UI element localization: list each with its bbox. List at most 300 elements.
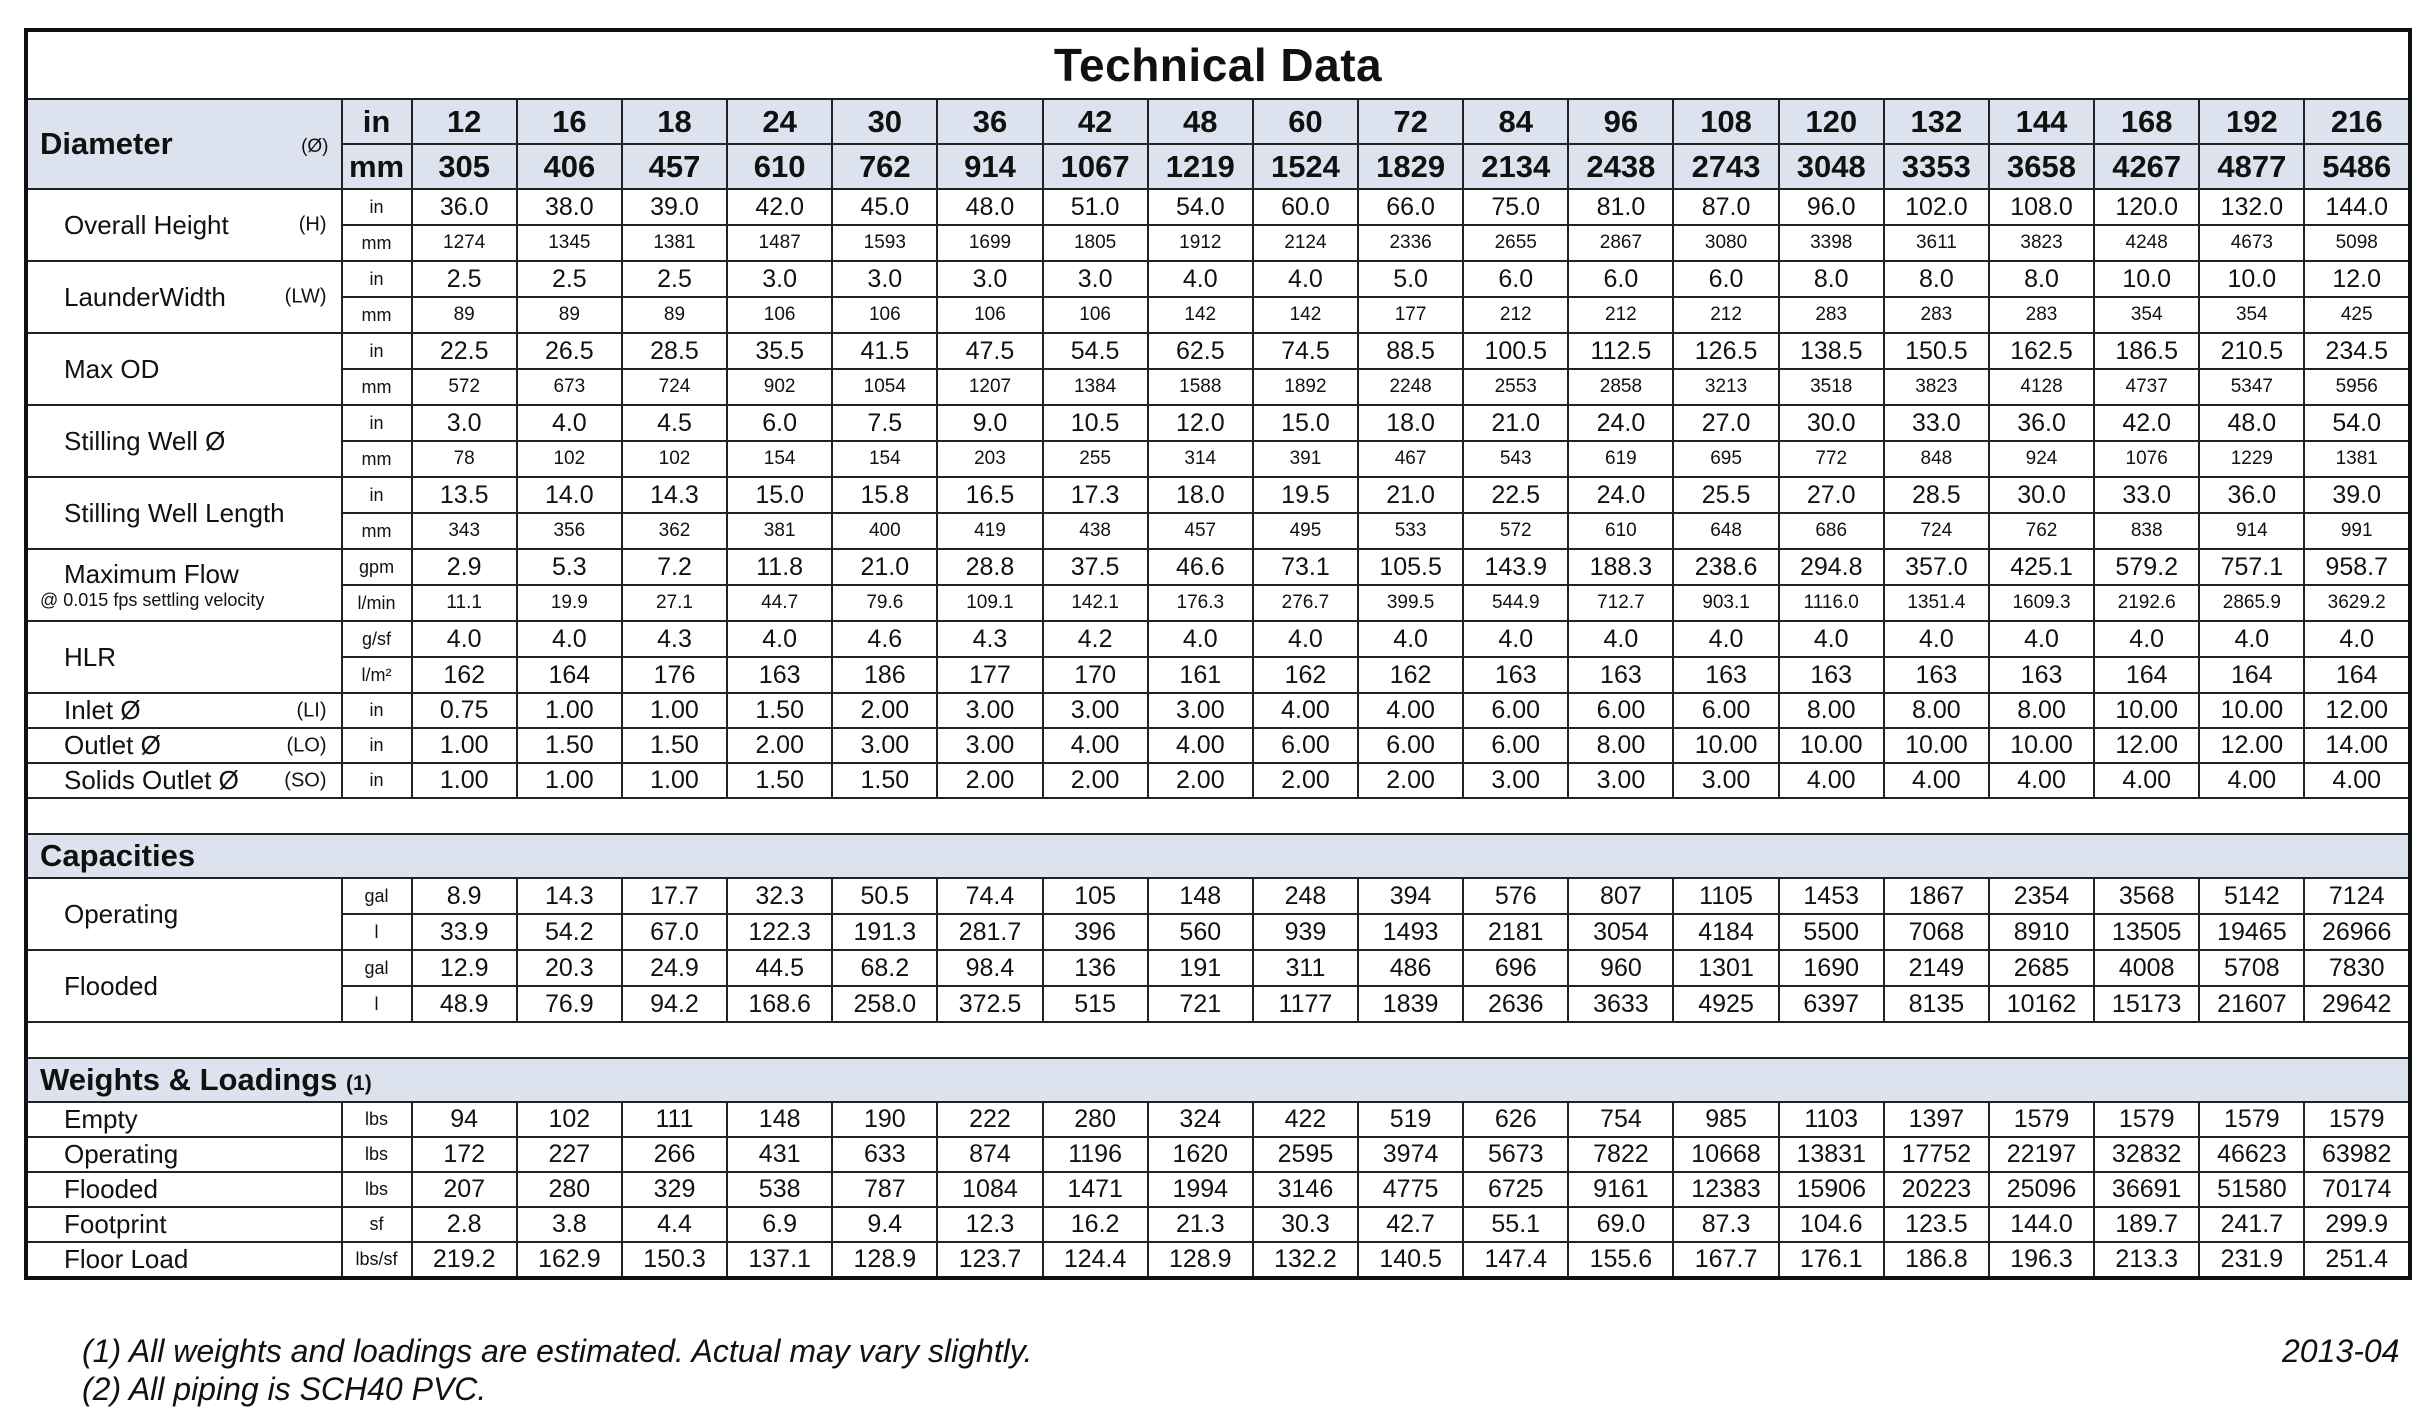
value-cell: 79.6 <box>832 585 937 621</box>
value-cell: 191.3 <box>832 914 937 950</box>
value-cell: 222 <box>937 1102 1042 1137</box>
value-cell: 354 <box>2094 297 2199 333</box>
unit-cell: in <box>342 261 412 297</box>
value-cell: 4.3 <box>622 621 727 657</box>
value-cell: 213.3 <box>2094 1242 2199 1278</box>
value-cell: 16.2 <box>1043 1207 1148 1242</box>
value-cell: 29642 <box>2304 986 2410 1022</box>
value-cell: 1084 <box>937 1172 1042 1207</box>
value-cell: 1579 <box>2199 1102 2304 1137</box>
value-cell: 422 <box>1253 1102 1358 1137</box>
value-cell: 3.00 <box>832 728 937 763</box>
value-cell: 3611 <box>1884 225 1989 261</box>
value-cell: 283 <box>1884 297 1989 333</box>
value-cell: 5347 <box>2199 369 2304 405</box>
value-cell: 167.7 <box>1673 1242 1778 1278</box>
value-cell: 54.2 <box>517 914 622 950</box>
value-cell: 46623 <box>2199 1137 2304 1172</box>
value-cell: 219.2 <box>412 1242 517 1278</box>
value-cell: 162 <box>1253 657 1358 693</box>
row-header <box>26 1102 342 1137</box>
value-cell: 18.0 <box>1148 477 1253 513</box>
table-row <box>26 1102 2410 1137</box>
value-cell: 874 <box>937 1137 1042 1172</box>
unit-cell: lbs <box>342 1102 412 1137</box>
value-cell: 164 <box>2304 657 2410 693</box>
value-cell: 164 <box>2094 657 2199 693</box>
value-cell: 98.4 <box>937 950 1042 986</box>
value-cell: 902 <box>727 369 832 405</box>
row-label: HLR <box>64 641 117 672</box>
value-cell: 724 <box>1884 513 1989 549</box>
value-cell: 70174 <box>2304 1172 2410 1207</box>
value-cell: 42.7 <box>1358 1207 1463 1242</box>
value-cell: 1.00 <box>517 693 622 728</box>
value-cell: 1274 <box>412 225 517 261</box>
unit-cell: gal <box>342 950 412 986</box>
value-cell: 177 <box>1358 297 1463 333</box>
diameter-mm-value: 5486 <box>2304 144 2410 189</box>
value-cell: 50.5 <box>832 878 937 914</box>
value-cell: 234.5 <box>2304 333 2410 369</box>
value-cell: 17752 <box>1884 1137 1989 1172</box>
value-cell: 19.5 <box>1253 477 1358 513</box>
value-cell: 4.00 <box>2199 763 2304 798</box>
value-cell: 21.3 <box>1148 1207 1253 1242</box>
value-cell: 3.8 <box>517 1207 622 1242</box>
unit-cell: l/m² <box>342 657 412 693</box>
value-cell: 4.0 <box>1884 621 1989 657</box>
value-cell: 14.00 <box>2304 728 2410 763</box>
section-note: (1) <box>346 1072 372 1095</box>
diameter-mm-value: 1829 <box>1358 144 1463 189</box>
value-cell: 3054 <box>1568 914 1673 950</box>
value-cell: 626 <box>1463 1102 1568 1137</box>
value-cell: 1579 <box>2094 1102 2199 1137</box>
value-cell: 74.5 <box>1253 333 1358 369</box>
row-sublabel: @ 0.015 fps settling velocity <box>40 590 265 610</box>
value-cell: 960 <box>1568 950 1673 986</box>
diameter-in-value: 42 <box>1043 99 1148 144</box>
value-cell: 4.0 <box>1568 621 1673 657</box>
value-cell: 15173 <box>2094 986 2199 1022</box>
value-cell: 7068 <box>1884 914 1989 950</box>
unit-cell: mm <box>342 297 412 333</box>
value-cell: 176 <box>622 657 727 693</box>
value-cell: 128.9 <box>1148 1242 1253 1278</box>
value-cell: 576 <box>1463 878 1568 914</box>
table-row <box>26 189 2410 225</box>
row-label: Overall Height <box>64 209 229 240</box>
value-cell: 2248 <box>1358 369 1463 405</box>
value-cell: 142 <box>1253 297 1358 333</box>
value-cell: 2124 <box>1253 225 1358 261</box>
value-cell: 8.0 <box>1779 261 1884 297</box>
value-cell: 19465 <box>2199 914 2304 950</box>
row-label: Inlet Ø <box>64 695 141 725</box>
value-cell: 2.5 <box>622 261 727 297</box>
value-cell: 5.3 <box>517 549 622 585</box>
row-header <box>26 1172 342 1207</box>
unit-cell: lbs <box>342 1172 412 1207</box>
value-cell: 28.8 <box>937 549 1042 585</box>
diameter-mm-value: 914 <box>937 144 1042 189</box>
value-cell: 619 <box>1568 441 1673 477</box>
table-title: Technical Data <box>26 30 2410 99</box>
value-cell: 2.5 <box>517 261 622 297</box>
value-cell: 1.50 <box>832 763 937 798</box>
value-cell: 4.6 <box>832 621 937 657</box>
value-cell: 241.7 <box>2199 1207 2304 1242</box>
value-cell: 22197 <box>1989 1137 2094 1172</box>
value-cell: 89 <box>622 297 727 333</box>
unit-cell: in <box>342 477 412 513</box>
value-cell: 2553 <box>1463 369 1568 405</box>
value-cell: 24.9 <box>622 950 727 986</box>
value-cell: 4.00 <box>1253 693 1358 728</box>
value-cell: 45.0 <box>832 189 937 225</box>
value-cell: 81.0 <box>1568 189 1673 225</box>
diameter-in-value: 48 <box>1148 99 1253 144</box>
value-cell: 394 <box>1358 878 1463 914</box>
value-cell: 4.00 <box>2094 763 2199 798</box>
unit-in-header: in <box>342 99 412 144</box>
unit-cell: g/sf <box>342 621 412 657</box>
value-cell: 399.5 <box>1358 585 1463 621</box>
value-cell: 914 <box>2199 513 2304 549</box>
value-cell: 22.5 <box>412 333 517 369</box>
value-cell: 4.0 <box>1148 621 1253 657</box>
value-cell: 329 <box>622 1172 727 1207</box>
value-cell: 15.0 <box>1253 405 1358 441</box>
value-cell: 12.3 <box>937 1207 1042 1242</box>
row-header <box>26 477 342 549</box>
value-cell: 1229 <box>2199 441 2304 477</box>
value-cell: 8.00 <box>1989 693 2094 728</box>
value-cell: 48.0 <box>2199 405 2304 441</box>
row-label: Flooded <box>64 970 158 1001</box>
value-cell: 283 <box>1779 297 1884 333</box>
value-cell: 1.00 <box>412 763 517 798</box>
value-cell: 5098 <box>2304 225 2410 261</box>
value-cell: 4.5 <box>622 405 727 441</box>
value-cell: 696 <box>1463 950 1568 986</box>
value-cell: 6.9 <box>727 1207 832 1242</box>
value-cell: 128.9 <box>832 1242 937 1278</box>
value-cell: 294.8 <box>1779 549 1884 585</box>
diameter-mm-value: 762 <box>832 144 937 189</box>
value-cell: 1.50 <box>727 763 832 798</box>
value-cell: 10.00 <box>1779 728 1884 763</box>
value-cell: 76.9 <box>517 986 622 1022</box>
diameter-in-value: 216 <box>2304 99 2410 144</box>
value-cell: 4673 <box>2199 225 2304 261</box>
value-cell: 12.00 <box>2199 728 2304 763</box>
value-cell: 7.5 <box>832 405 937 441</box>
value-cell: 4.00 <box>1148 728 1253 763</box>
unit-cell: in <box>342 728 412 763</box>
value-cell: 87.0 <box>1673 189 1778 225</box>
value-cell: 13831 <box>1779 1137 1884 1172</box>
value-cell: 177 <box>937 657 1042 693</box>
value-cell: 30.0 <box>1989 477 2094 513</box>
value-cell: 519 <box>1358 1102 1463 1137</box>
value-cell: 68.2 <box>832 950 937 986</box>
value-cell: 172 <box>412 1137 517 1172</box>
value-cell: 2865.9 <box>2199 585 2304 621</box>
value-cell: 1.50 <box>727 693 832 728</box>
value-cell: 3.00 <box>937 728 1042 763</box>
row-header <box>26 693 342 728</box>
value-cell: 26966 <box>2304 914 2410 950</box>
value-cell: 686 <box>1779 513 1884 549</box>
value-cell: 314 <box>1148 441 1253 477</box>
row-header <box>26 763 342 798</box>
value-cell: 100.5 <box>1463 333 1568 369</box>
value-cell: 1351.4 <box>1884 585 1989 621</box>
value-cell: 191 <box>1148 950 1253 986</box>
value-cell: 35.5 <box>727 333 832 369</box>
value-cell: 51.0 <box>1043 189 1148 225</box>
value-cell: 102 <box>622 441 727 477</box>
value-cell: 4128 <box>1989 369 2094 405</box>
value-cell: 1103 <box>1779 1102 1884 1137</box>
table-row <box>26 441 2410 477</box>
value-cell: 106 <box>727 297 832 333</box>
value-cell: 3.00 <box>1568 763 1673 798</box>
section-title: Weights & Loadings <box>40 1062 338 1097</box>
value-cell: 283 <box>1989 297 2094 333</box>
value-cell: 123.5 <box>1884 1207 1989 1242</box>
value-cell: 991 <box>2304 513 2410 549</box>
value-cell: 10.00 <box>1673 728 1778 763</box>
value-cell: 695 <box>1673 441 1778 477</box>
value-cell: 32832 <box>2094 1137 2199 1172</box>
diameter-symbol: (Ø) <box>301 136 329 157</box>
value-cell: 96.0 <box>1779 189 1884 225</box>
spacer-cell <box>26 798 2410 834</box>
value-cell: 4.0 <box>2199 621 2304 657</box>
row-label: Floor Load <box>64 1244 189 1274</box>
value-cell: 807 <box>1568 878 1673 914</box>
unit-cell: lbs <box>342 1137 412 1172</box>
table-row <box>26 585 2410 621</box>
value-cell: 89 <box>412 297 517 333</box>
value-cell: 105 <box>1043 878 1148 914</box>
value-cell: 754 <box>1568 1102 1673 1137</box>
value-cell: 2.5 <box>412 261 517 297</box>
value-cell: 42.0 <box>727 189 832 225</box>
value-cell: 4.0 <box>1989 621 2094 657</box>
value-cell: 32.3 <box>727 878 832 914</box>
revision-date: 2013-04 <box>2282 1333 2400 1369</box>
value-cell: 1381 <box>2304 441 2410 477</box>
value-cell: 362 <box>622 513 727 549</box>
value-cell: 4.0 <box>2304 621 2410 657</box>
value-cell: 431 <box>727 1137 832 1172</box>
value-cell: 354 <box>2199 297 2304 333</box>
value-cell: 3974 <box>1358 1137 1463 1172</box>
value-cell: 3.0 <box>727 261 832 297</box>
value-cell: 280 <box>1043 1102 1148 1137</box>
value-cell: 102 <box>517 1102 622 1137</box>
diameter-in-value: 132 <box>1884 99 1989 144</box>
value-cell: 140.5 <box>1358 1242 1463 1278</box>
value-cell: 1579 <box>1989 1102 2094 1137</box>
value-cell: 4.00 <box>1043 728 1148 763</box>
value-cell: 7124 <box>2304 878 2410 914</box>
value-cell: 30.3 <box>1253 1207 1358 1242</box>
value-cell: 2.00 <box>1358 763 1463 798</box>
diameter-in-value: 168 <box>2094 99 2199 144</box>
value-cell: 543 <box>1463 441 1568 477</box>
value-cell: 102.0 <box>1884 189 1989 225</box>
value-cell: 8.00 <box>1779 693 1884 728</box>
value-cell: 94.2 <box>622 986 727 1022</box>
value-cell: 2336 <box>1358 225 1463 261</box>
table-row <box>26 261 2410 297</box>
value-cell: 10.00 <box>1989 728 2094 763</box>
diameter-mm-value: 4877 <box>2199 144 2304 189</box>
row-header <box>26 1242 342 1278</box>
value-cell: 7830 <box>2304 950 2410 986</box>
table-row <box>26 1137 2410 1172</box>
row-label: Stilling Well Ø <box>64 425 226 456</box>
value-cell: 122.3 <box>727 914 832 950</box>
unit-cell: lbs/sf <box>342 1242 412 1278</box>
value-cell: 985 <box>1673 1102 1778 1137</box>
value-cell: 1453 <box>1779 878 1884 914</box>
spacer-cell <box>26 1022 2410 1058</box>
value-cell: 2.00 <box>1253 763 1358 798</box>
row-header <box>26 549 342 621</box>
value-cell: 142 <box>1148 297 1253 333</box>
value-cell: 6.0 <box>1568 261 1673 297</box>
value-cell: 8.00 <box>1568 728 1673 763</box>
spacer-row <box>26 798 2410 834</box>
unit-cell: mm <box>342 441 412 477</box>
value-cell: 22.5 <box>1463 477 1568 513</box>
value-cell: 48.9 <box>412 986 517 1022</box>
value-cell: 4.0 <box>517 405 622 441</box>
value-cell: 69.0 <box>1568 1207 1673 1242</box>
row-abbreviation: (LO) <box>286 734 327 756</box>
footnote-1: (1) All weights and loadings are estimated. Actual may vary slightly. <box>82 1333 1033 1369</box>
value-cell: 132.2 <box>1253 1242 1358 1278</box>
value-cell: 12.9 <box>412 950 517 986</box>
row-label: Max OD <box>64 353 160 384</box>
diameter-label: Diameter <box>40 126 173 161</box>
diameter-header <box>26 99 342 189</box>
diameter-mm-value: 1219 <box>1148 144 1253 189</box>
value-cell: 108.0 <box>1989 189 2094 225</box>
value-cell: 162.9 <box>517 1242 622 1278</box>
value-cell: 154 <box>832 441 937 477</box>
value-cell: 126.5 <box>1673 333 1778 369</box>
value-cell: 357.0 <box>1884 549 1989 585</box>
value-cell: 3.00 <box>1148 693 1253 728</box>
value-cell: 104.6 <box>1779 1207 1884 1242</box>
value-cell: 1177 <box>1253 986 1358 1022</box>
row-abbreviation: (LI) <box>296 699 327 721</box>
value-cell: 212 <box>1568 297 1673 333</box>
value-cell: 186 <box>832 657 937 693</box>
value-cell: 6.00 <box>1253 728 1358 763</box>
value-cell: 2354 <box>1989 878 2094 914</box>
value-cell: 1345 <box>517 225 622 261</box>
value-cell: 4.0 <box>1358 621 1463 657</box>
value-cell: 1690 <box>1779 950 1884 986</box>
table-row <box>26 728 2410 763</box>
value-cell: 4.0 <box>1148 261 1253 297</box>
value-cell: 94 <box>412 1102 517 1137</box>
value-cell: 372.5 <box>937 986 1042 1022</box>
value-cell: 1609.3 <box>1989 585 2094 621</box>
value-cell: 33.9 <box>412 914 517 950</box>
value-cell: 142.1 <box>1043 585 1148 621</box>
diameter-in-value: 12 <box>412 99 517 144</box>
value-cell: 9.4 <box>832 1207 937 1242</box>
value-cell: 227 <box>517 1137 622 1172</box>
value-cell: 120.0 <box>2094 189 2199 225</box>
technical-data-table <box>24 28 2412 1280</box>
row-header <box>26 950 342 1022</box>
value-cell: 13.5 <box>412 477 517 513</box>
value-cell: 8.0 <box>1884 261 1989 297</box>
value-cell: 4.0 <box>727 621 832 657</box>
value-cell: 1620 <box>1148 1137 1253 1172</box>
value-cell: 0.75 <box>412 693 517 728</box>
value-cell: 4.0 <box>517 621 622 657</box>
value-cell: 343 <box>412 513 517 549</box>
value-cell: 16.5 <box>937 477 1042 513</box>
value-cell: 1699 <box>937 225 1042 261</box>
value-cell: 13505 <box>2094 914 2199 950</box>
value-cell: 137.1 <box>727 1242 832 1278</box>
value-cell: 299.9 <box>2304 1207 2410 1242</box>
value-cell: 51580 <box>2199 1172 2304 1207</box>
value-cell: 3633 <box>1568 986 1673 1022</box>
row-label: Outlet Ø <box>64 730 161 760</box>
value-cell: 54.0 <box>1148 189 1253 225</box>
value-cell: 2.9 <box>412 549 517 585</box>
value-cell: 425 <box>2304 297 2410 333</box>
row-header <box>26 1207 342 1242</box>
value-cell: 12.00 <box>2094 728 2199 763</box>
value-cell: 33.0 <box>2094 477 2199 513</box>
value-cell: 12.0 <box>1148 405 1253 441</box>
value-cell: 7.2 <box>622 549 727 585</box>
value-cell: 1487 <box>727 225 832 261</box>
value-cell: 495 <box>1253 513 1358 549</box>
value-cell: 1579 <box>2304 1102 2410 1137</box>
table-row <box>26 878 2410 914</box>
value-cell: 4775 <box>1358 1172 1463 1207</box>
value-cell: 186.5 <box>2094 333 2199 369</box>
row-label: Stilling Well Length <box>64 497 285 528</box>
row-abbreviation: (H) <box>298 213 327 236</box>
value-cell: 1593 <box>832 225 937 261</box>
value-cell: 89 <box>517 297 622 333</box>
section-title: Capacities <box>40 838 196 873</box>
row-header <box>26 405 342 477</box>
value-cell: 37.5 <box>1043 549 1148 585</box>
value-cell: 6.00 <box>1358 728 1463 763</box>
value-cell: 2.00 <box>727 728 832 763</box>
value-cell: 207 <box>412 1172 517 1207</box>
value-cell: 109.1 <box>937 585 1042 621</box>
table-row <box>26 986 2410 1022</box>
